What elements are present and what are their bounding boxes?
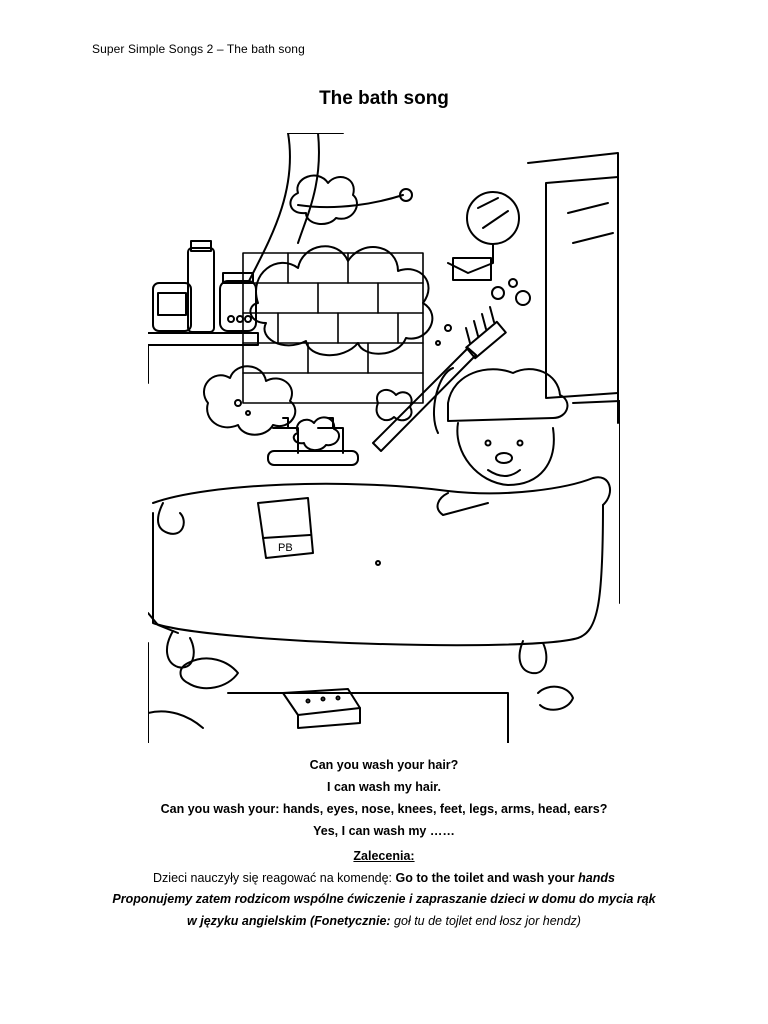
- line1-bold-italic: hands: [578, 870, 615, 885]
- lyric-line: Yes, I can wash my ……: [313, 824, 455, 838]
- bath-illustration: [148, 133, 620, 743]
- floor: [148, 643, 573, 743]
- toothbrush: [373, 307, 506, 451]
- recommendation-line-3: [0, 911, 768, 933]
- soap: [283, 689, 360, 728]
- song-lyrics: [0, 754, 768, 842]
- recommendation-line-2: Proponujemy zatem rodzicom wspólne ćwiczenie i zapraszanie dzieci w domu do mycia rąk: [112, 892, 656, 906]
- recommendation-line-1: [0, 868, 768, 890]
- towel-monogram: PB: [278, 542, 293, 554]
- mirror: [448, 192, 519, 280]
- lyric-line: Can you wash your: hands, eyes, nose, knees, feet, legs, arms, head, ears?: [160, 802, 608, 816]
- tile-wall: [243, 253, 423, 403]
- line1-bold: Go to the toilet and wash your: [395, 870, 579, 885]
- line3-bold-italic: w języku angielskim (Fonetycznie:: [187, 913, 395, 928]
- shelf: [148, 241, 258, 383]
- recommendations-heading: Zalecenia:: [353, 849, 415, 863]
- towel: [258, 498, 313, 558]
- bathtub: [148, 477, 610, 673]
- page-title: The bath song: [319, 88, 449, 109]
- line1-plain: Dzieci nauczyły się reagować na komendę:: [153, 870, 396, 885]
- page-header: Super Simple Songs 2 – The bath song: [92, 42, 305, 56]
- tub-foot-right: [520, 641, 547, 673]
- line3-italic: goł tu de tojlet end łosz jor hendz): [394, 913, 581, 928]
- lyric-line: I can wash my hair.: [327, 780, 441, 794]
- recommendations: [0, 846, 768, 932]
- lyric-line: Can you wash your hair?: [309, 758, 459, 772]
- window: [528, 153, 620, 603]
- jar-right: [220, 281, 256, 331]
